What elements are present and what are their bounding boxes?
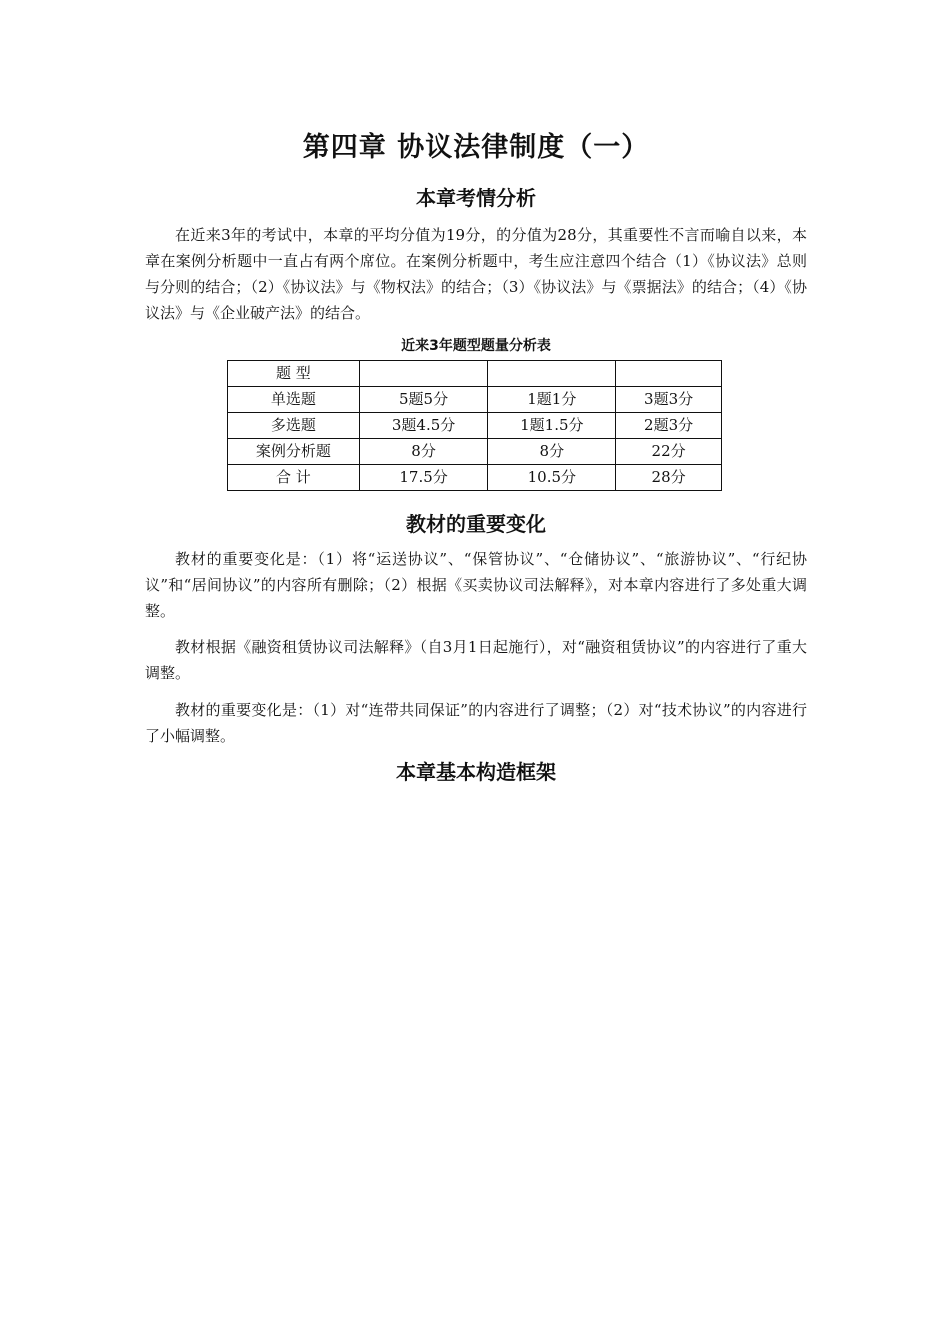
table-cell: 8分 <box>359 439 488 465</box>
table-cell: 多选题 <box>228 413 360 439</box>
table-cell: 1题1分 <box>488 387 616 413</box>
textbook-change-paragraph: 教材的重要变化是：（1）对“连带共同保证”的内容进行了调整；（2）对“技术协议”的内容进行了小幅调整。 <box>145 701 807 745</box>
table-header-cell: 题 型 <box>228 361 360 387</box>
section-heading-exam-analysis: 本章考情分析 <box>416 186 536 210</box>
table-header-cell <box>488 361 616 387</box>
table-header-cell <box>359 361 488 387</box>
textbook-change-paragraph: 教材的重要变化是：（1）将“运送协议”、“保管协议”、“仓储协议”、“旅游协议”、“行纪协议”和“居间协议”的内容所有删除；（2）根据《买卖协议司法解释》，对本章内容进行了多处重大调整。 <box>145 550 807 620</box>
table-row <box>228 387 722 413</box>
exam-analysis-paragraph: 在近来3年的考试中，本章的平均分值为19分，的分值为28分，其重要性不言而喻自以来，本章在案例分析题中一直占有两个席位。在案例分析题中，考生应注意四个结合（1）《协议法》总则与分则的结合；（2）《协议法》与《物权法》的结合；（3）《协议法》与《票据法》的结合；（4）《协议法》与《企业破产法》的结合。 <box>145 226 807 322</box>
table-row <box>228 439 722 465</box>
section-heading-chapter-framework: 本章基本构造框架 <box>396 760 556 784</box>
section-heading-textbook-changes: 教材的重要变化 <box>406 512 546 536</box>
table-header-cell <box>616 361 722 387</box>
table-cell: 10.5分 <box>488 465 616 491</box>
table-cell: 22分 <box>616 439 722 465</box>
table-cell: 17.5分 <box>359 465 488 491</box>
table-cell: 合 计 <box>228 465 360 491</box>
table-cell: 2题3分 <box>616 413 722 439</box>
table-row <box>228 413 722 439</box>
table-header-row <box>228 361 722 387</box>
question-type-analysis-table <box>227 360 722 491</box>
table-caption: 近来3年题型题量分析表 <box>401 338 551 354</box>
table-cell: 3题4.5分 <box>359 413 488 439</box>
table-cell: 案例分析题 <box>228 439 360 465</box>
textbook-change-paragraph: 教材根据《融资租赁协议司法解释》（自3月1日起施行），对“融资租赁协议”的内容进行了重大调整。 <box>145 638 807 682</box>
document-title: 第四章 协议法律制度（一） <box>302 132 650 163</box>
table-row <box>228 465 722 491</box>
table-cell: 3题3分 <box>616 387 722 413</box>
table-cell: 单选题 <box>228 387 360 413</box>
table-cell: 28分 <box>616 465 722 491</box>
table-cell: 8分 <box>488 439 616 465</box>
table-cell: 1题1.5分 <box>488 413 616 439</box>
table-cell: 5题5分 <box>359 387 488 413</box>
